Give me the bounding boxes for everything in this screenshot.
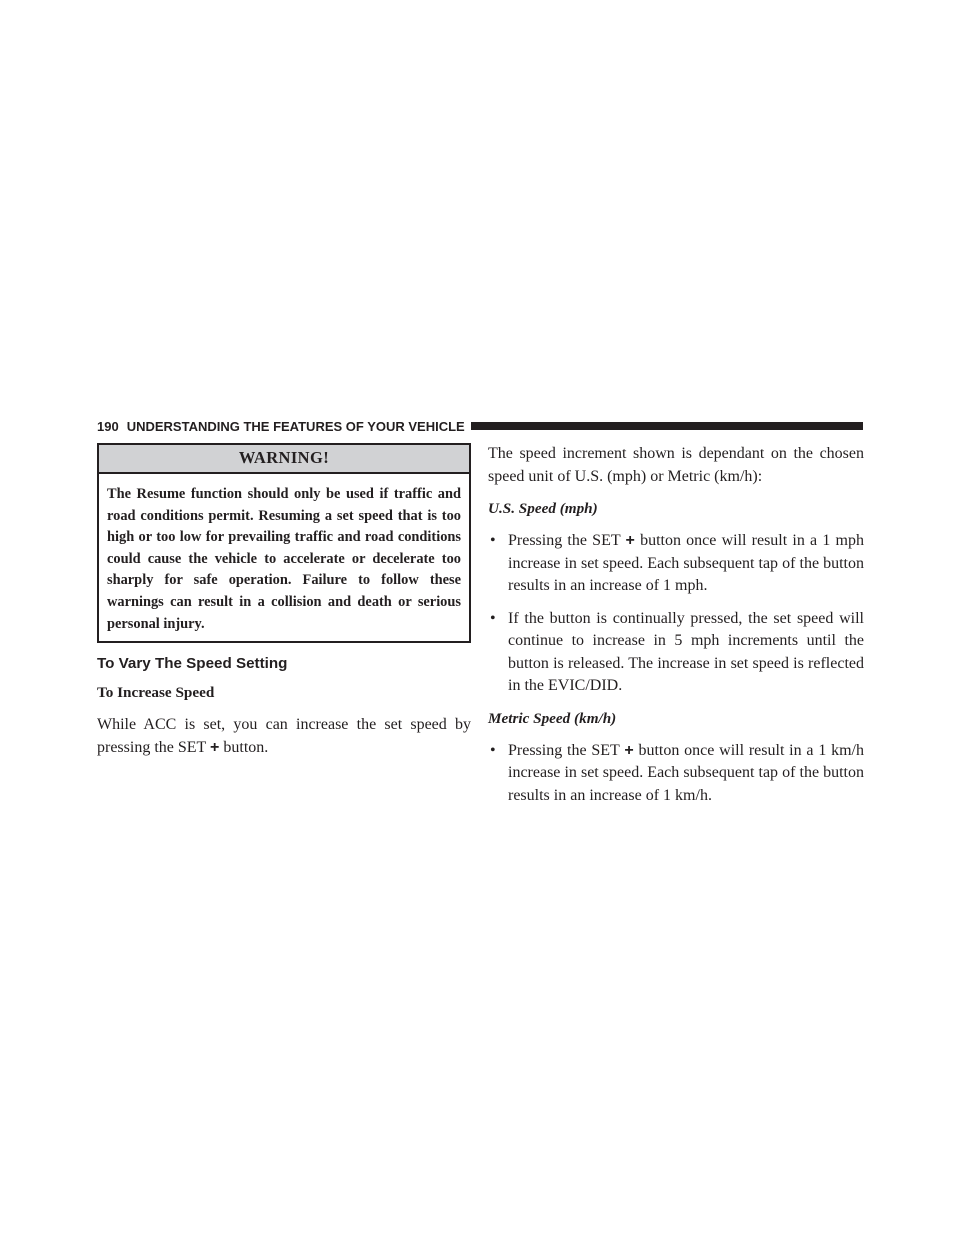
- list-item: [488, 530, 864, 598]
- plus-symbol: +: [625, 532, 635, 549]
- metric-speed-heading: Metric Speed (km/h): [488, 709, 617, 727]
- metric-speed-list: [488, 740, 864, 808]
- list-item: [488, 608, 864, 698]
- page-number: 190: [97, 418, 119, 434]
- page-header: [97, 418, 863, 434]
- paragraph-text: While ACC is set, you can increase the set speed by pressing the SET: [97, 716, 471, 756]
- us-speed-list: [488, 530, 864, 698]
- right-column: [488, 443, 864, 807]
- speed-increment-intro: The speed increment shown is dependant on the chosen speed unit of U.S. (mph) or Metric (km/h):: [488, 445, 864, 485]
- list-item-text: Pressing the SET: [508, 532, 626, 549]
- subheading-increase-speed: To Increase Speed: [97, 684, 215, 702]
- header-rule: [471, 422, 863, 430]
- section-heading: To Vary The Speed Setting: [97, 655, 288, 673]
- list-item-text: Pressing the SET: [508, 741, 625, 759]
- warning-box: [97, 443, 471, 643]
- list-item: [488, 740, 864, 808]
- warning-title: WARNING!: [99, 445, 469, 474]
- plus-symbol: +: [624, 741, 634, 759]
- bullet-icon: •: [490, 741, 496, 759]
- chapter-title: UNDERSTANDING THE FEATURES OF YOUR VEHICLE: [126, 418, 465, 434]
- bullet-icon: •: [490, 609, 496, 627]
- bullet-icon: •: [490, 532, 496, 549]
- paragraph-text-end: button.: [219, 738, 269, 756]
- increase-speed-paragraph: [97, 714, 471, 759]
- list-item-text-end: button once will result in a 1 km/h increase in set speed. Each subsequent tap of the button results in an increase of 1 km/h.: [508, 741, 865, 804]
- warning-text: The Resume function should only be used if traffic and road conditions permit. Resuming a set speed that is too high or too low for prevailing traffic and road conditions could cause the vehicle to accelerate or decelerate too sharply for safe operation. Failure to follow these warnings can result in a collision and death or serious personal injury.: [107, 486, 461, 632]
- plus-symbol: +: [210, 738, 220, 756]
- us-speed-heading: U.S. Speed (mph): [488, 500, 598, 517]
- left-column: [97, 443, 471, 759]
- list-item-text-end: button once will result in a 1 mph increase in set speed. Each subsequent tap of the button results in an increase of 1 mph.: [508, 532, 864, 594]
- list-item-text: If the button is continually pressed, the set speed will continue to increase in 5 mph increments until the button is released. The increase in set speed is reflected in the EVIC/DID.: [508, 609, 864, 694]
